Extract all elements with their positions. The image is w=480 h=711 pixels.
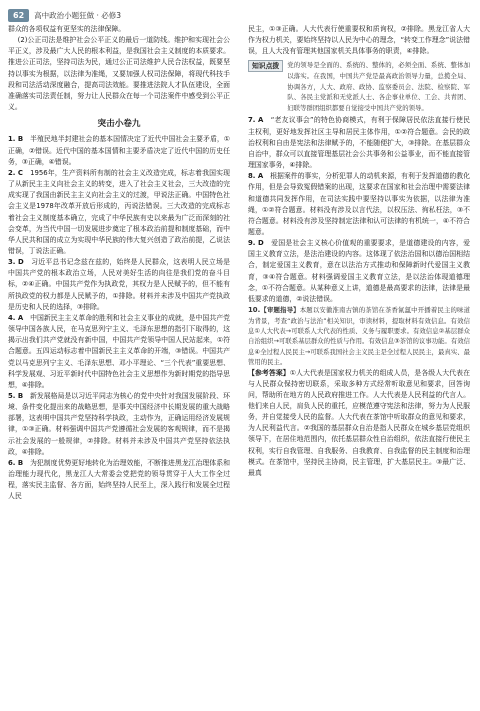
answer-item: 3. D 习近平总书记念兹在兹的，始终是人民群众，这表明人民立场是中国共产党的根本政治立场，人民对美好生活的向往是我们党的奋斗目标，②④正确。中国共产党作为执政党，其权力是人民赋予的，但不能有所执政党的权力都是人民赋予的，①排除。材料并未涉及中国共产党执政是历史和人民的选择，③排除。 bbox=[8, 258, 231, 311]
left-column bbox=[8, 24, 230, 503]
answer-item: 4. A 中国新民主主义革命的胜利和社会主义事业的成就，是中国共产党领导中国各族人民，在马克思列宁主义、毛泽东思想的指引下取得的，这揭示出我们共产党就没有新中国，中国共产党领导中国人民站起来，①符合题意。五四运动标志着中国新民主主义革命的开端，③错误。中国共产党以马克思列宁主义、毛泽东思想、邓小平理论、“三个代表”重要思想、科学发展观、习近平新时代中国特色社会主义思想作为新时期党的指导思想，④排除。 bbox=[8, 313, 231, 389]
paragraph: (2)公正司法是维护社会公平正义的最后一道防线。维护和实现社会公平正义，涉及最广大人民的根本利益，是我国社会主义制度的本质要求。推进公正司法，坚持司法为民，通过公正司法维护人民合法权益，既要坚持以事实为根据，以法律为准绳，又要加强人权司法保障，将现代科技手段和司法活动深度融合，提高司法效能。要推进法院人才队伍建设，全面准确落实司法责任制，努力让人民群众在每一个司法案件中感受到公平正义。 bbox=[8, 36, 230, 112]
answer-item: 8. A 根据案件的事实，分析犯罪人的动机来源，有利于发挥道德的教化作用，但是会导致冤假错案的出现，这要求在国家和社会治理中需要法律和道德共同发挥作用，在司法实践中要坚持以事实为依据，以法律为准绳，①②符合题意。材料没有涉及以言代法，以权压法、徇私枉法，③不符合题意。材料没有涉及坚持制定法律和认可法律的有机统一，④不符合题意。 bbox=[248, 172, 471, 236]
page-number: 62 bbox=[8, 9, 29, 22]
answer-item: 6. B 为犯制度优势更好地转化为治理效能，不断推进黑龙江治理体系和治理能力现代化，黑龙江人大常委会党把党的领导贯穿于人大工作全过程，落实民主监督、各方面，始终坚持人民至上，深入践行和发展全过程人民 bbox=[8, 458, 230, 501]
answer-item: 5. B 新发展格局是以习近平同志为核心的党中央针对我国发展阶段、环境、条件变化提出来的战略思想，是事关中国经济中长期发展的重大战略部署，这表明中国共产党坚持科学执政，主动作为，正确运用经济发展规律，①③正确。材料强调中国共产党遵循社会发展的客观规律，而不是揭示社会发展的一般规律，②排除。材料并未涉及中国共产党坚持依法执政，④排除。 bbox=[8, 392, 230, 456]
answer-item: 7. A “老友议事会”的特色协商模式，有利于保障居民依法直接行使民主权利，更好地发挥社区主导和居民主体作用，①②符合题意。会民的政治权利和自由是宪法和法律赋予的，不能随便扩大，③排除。在基层群众自治中，群众可以直接管理基层社会公共事务和公益事业，而不能直接管理国家事务，④排除。 bbox=[248, 116, 470, 170]
answer-item: 1. B 半殖民地半封建社会的基本国情决定了近代中国社会主要矛盾，①正确，②错误。近代中国的基本国情和主要矛盾决定了近代中国的历史任务，③正确，④错误。 bbox=[8, 135, 230, 166]
knowledge-tag: 知识点拨 bbox=[248, 60, 283, 72]
paragraph: 群众的各项权益有更坚实的法律保障。 bbox=[8, 25, 126, 33]
reference-answer: 【参考答案】①人大代表是国家权力机关的组成人员，是各级人大代表在与人民群众保持密切联系，采取多种方式经常听取意见和要求，回答询问，帮助所在地方的人民政府推进工作。人大代表是人民利益的代言人。他们来自人民，肩负人民的重托，应模范遵守宪法和法律，努力为人民服务，并自觉接受人民的监督。人大代表在茶馆中听取群众的意见和要求，为人民利益代言。②我国的基层群众自治是指人民群众在城乡基层党组织领导下，在居住地范围内，依托基层群众性自治组织，依法直接行使民主权利，实行自我管理、自我服务、自我教育、自我监督的民主制度和治理模式。在茶馆中，坚持民主协商，民主管理，扩大基层民主。③最广泛、最真 bbox=[248, 368, 470, 477]
knowledge-text: 党的领导是全面的、系统的、整体的，必须全面、系统、整体加以落实。在我国，中国共产党是最高政治领导力量，总揽全局、协调各方，人大、政府、政协、监察委员会、法院、检察院、军队、各民主党派和无党派人士、各企事业单位、工会、共青团、妇联等群团组织都要自觉接受中国共产党的领导。 bbox=[287, 61, 470, 112]
knowledge-tip bbox=[248, 60, 470, 113]
page-header bbox=[8, 8, 121, 22]
paragraph: 民主，①③正确。人大代表行使重要权和质询权，②排除。黑龙江省人大作为权力机关，要始终坚持以人民为中心的理念，“转变工作理念”说法错误，且人大没有管理其他国家机关具体事务的职责，④排除。 bbox=[248, 25, 470, 56]
answer-item: 9. D 爱国是社会主义核心价值观的重要要求，是道德建设的内容，爱国主义教育立法，是法治建设的内容。这体现了依法治国和以德治国相结合，制定爱国主义教育，意在以法治方式推动和保障新时代爱国主义教育，③④符合题意。材料强调爱国主义教育立法，是以法治体现道德理念，①不符合题意。从某种意义上讲，道德是最高要求的法律，法律是最低要求的道德，②说法错误。 bbox=[248, 239, 471, 303]
analysis-guide: 10.【审题指导】本题以安徽淮南古镇的茶馆在茶香氤氲中开播着民主的味道为背景，考查“政治与法治”相关知识，审读材料，提取材料有效信息。有效信息①人大代表→可联系人大代表的性质、义务与履职要求。有效信息②基层群众自治组织→可联系基层群众的性质与作用。有效信息③茶馆的议事功能。有效信息④全过程人民民主→可联系我国社会主义民主是全过程人民民主，最真实、最管用的民主。 bbox=[248, 306, 470, 367]
book-title: 高中政治小题狂做 · 必修3 bbox=[34, 10, 122, 20]
answer-item: 2. C 1956年，生产资料所有制的社会主义改造完成，标志着我国实现了从新民主主义向社会主义的转变，进入了社会主义社会，三大改造的完成实现了我国由新民主主义向社会主义的过渡，甲说法正确。中国特色社会主义是1978年改革开放后形成的，丙说法错误。三大改造的完成标志着社会主义制度基本确立，完成了中华民族有史以来最为广泛而深刻的社会变革，为当代中国一切发展进步奠定了根本政治前提和制度基础，而中华人民共和国的成立为实现中华民族的伟大复兴创造了政治前提，乙说法错误，丁说法正确。 bbox=[8, 168, 230, 255]
right-column bbox=[248, 24, 470, 479]
section-title: 突击小卷九 bbox=[97, 119, 141, 130]
